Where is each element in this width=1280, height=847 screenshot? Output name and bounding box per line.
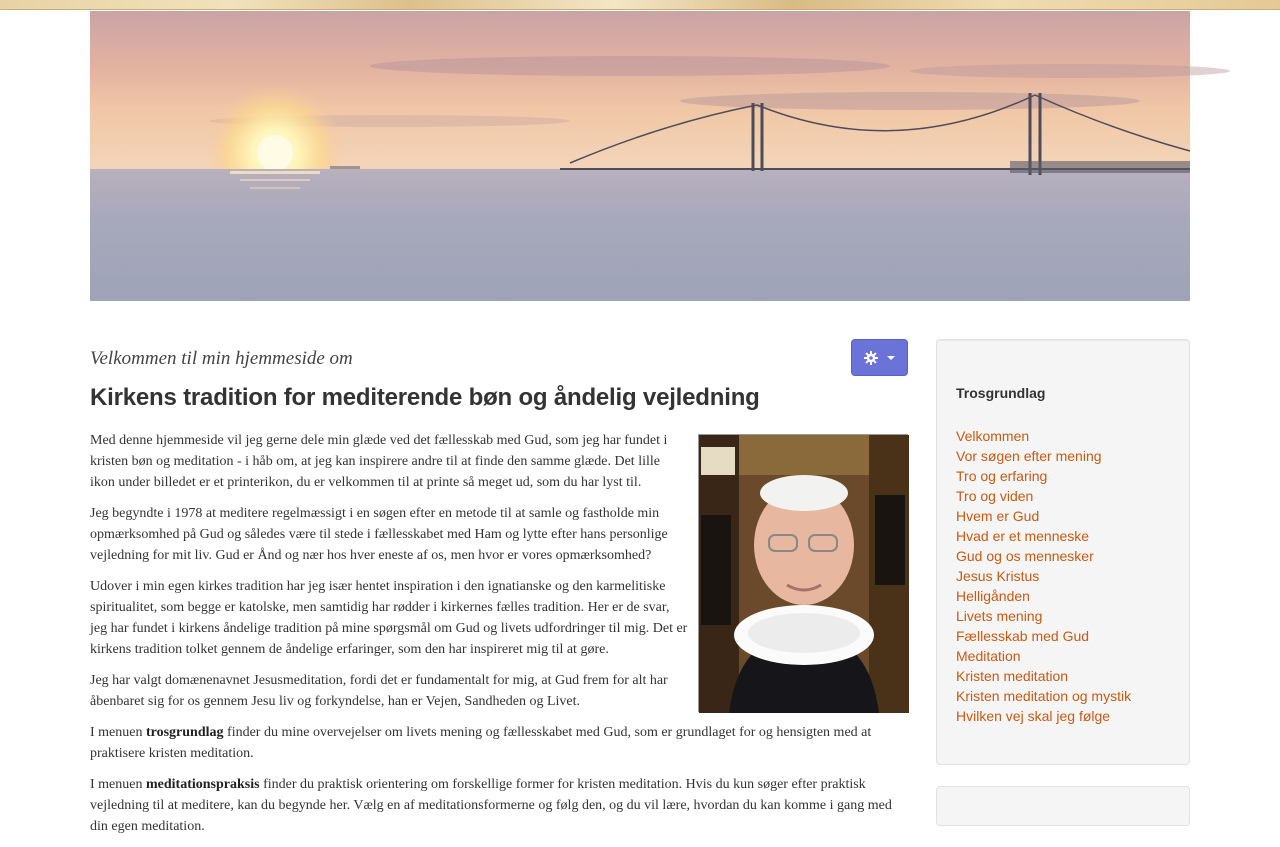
sidebar-item: [956, 706, 1131, 726]
sunset-bridge-photo: [90, 11, 1190, 301]
sidebar-heading: Trosgrundlag: [956, 385, 1046, 401]
page-title: Kirkens tradition for mediterende bøn og åndelig vejledning: [90, 384, 760, 411]
sidebar-link-tro-og-erfaring[interactable]: Tro og erfaring: [956, 468, 1048, 484]
sidebar-link-helligaanden[interactable]: Helligånden: [956, 588, 1030, 604]
sidebar-secondary-panel: [936, 786, 1190, 826]
page-subtitle: Velkommen til min hjemmeside om: [90, 348, 353, 369]
tools-dropdown-button[interactable]: [851, 339, 908, 376]
sidebar-link-kristen-meditation[interactable]: Kristen meditation: [956, 668, 1069, 684]
sidebar-link-hvem-er-gud[interactable]: Hvem er Gud: [956, 508, 1040, 524]
sidebar-item: [956, 526, 1131, 546]
sidebar-item: [956, 646, 1131, 666]
sidebar-menu: [936, 339, 1190, 765]
sidebar-item: [956, 666, 1131, 686]
sidebar-item: [956, 486, 1131, 506]
sidebar-link-vor-soegen[interactable]: Vor søgen efter mening: [956, 448, 1102, 464]
top-decorative-strip: [0, 0, 1280, 10]
header-banner-image: [90, 11, 1190, 301]
sidebar-link-meditation[interactable]: Meditation: [956, 648, 1021, 664]
sidebar-link-livets-mening[interactable]: Livets mening: [956, 608, 1043, 624]
tradition-paragraph: Udover i min egen kirkes tradition har jeg især hentet inspiration i den ignatianske og den karmelitiske spiritualitet, som begge er katolske, men samtidig har rødder i kirkernes fælles tradition. Her er de svar, jeg har fundet i kirkens åndelige tradition på mine spørgsmål om Gud og livets udfordringer til mig. Det er kirkens tradition tolket gennem de åndelige erfaringer, som den har inspireret mig til at gøre.: [90, 579, 688, 657]
cog-icon: [864, 351, 878, 365]
chevron-down-icon: [887, 356, 895, 360]
sidebar-item: [956, 426, 1131, 446]
trosgrundlag-paragraph: I menuen trosgrundlag finder du mine overvejelser om livets mening og fællesskabet med Gud, som er grundlaget for og hensigten med at praktisere kristen meditation.: [90, 725, 872, 761]
sidebar-link-tro-og-viden[interactable]: Tro og viden: [956, 488, 1034, 504]
sidebar-item: [956, 586, 1131, 606]
sidebar-item: [956, 686, 1131, 706]
sidebar-link-gud-og-os[interactable]: Gud og os mennesker: [956, 548, 1094, 564]
sidebar-link-faellesskab[interactable]: Fællesskab med Gud: [956, 628, 1090, 644]
sidebar-item: [956, 546, 1131, 566]
sidebar-item: [956, 446, 1131, 466]
sidebar-item: [956, 466, 1131, 486]
history-paragraph: Jeg begyndte i 1978 at meditere regelmæssigt i en søgen efter en metode til at samle og fastholde min opmærksomhed på Gud og således være til stede i fællesskabet med Ham og lytte efter hans personlige vejledning for mit liv. Gud er Ånd og nær hos hver eneste af os, men hvor er vores opmærksomhed?: [90, 506, 668, 563]
article-body: [90, 430, 908, 847]
meditationspraksis-paragraph: I menuen meditationspraksis finder du praktisk orientering om forskellige former for kristen meditation. Hvis du kun søger efter praktisk vejledning til at meditere, kan du begynde her. Vælg en af meditationsformerne og følg den, og du vil lære, hvordan du kan komme i gang med din egen meditation.: [90, 777, 892, 834]
sidebar-nav: [956, 426, 1131, 726]
sidebar-link-hvad-er-et-menneske[interactable]: Hvad er et menneske: [956, 528, 1090, 544]
sidebar-link-meditation-og-mystik[interactable]: Kristen meditation og mystik: [956, 688, 1132, 704]
pastor-portrait-photo: [699, 435, 909, 713]
trosgrundlag-term: trosgrundlag: [145, 725, 224, 740]
intro-paragraph: Med denne hjemmeside vil jeg gerne dele min glæde ved det fællesskab med Gud, som jeg har fundet i kristen bøn og meditation - i håb om, at jeg kan inspirere andre til at finde den samme glæde. Det lille ikon under billedet er et printerikon, du er velkommen til at printe så meget ud, som du har lyst til.: [90, 433, 668, 490]
portrait-image: [698, 434, 908, 712]
sidebar-link-velkommen[interactable]: Velkommen: [956, 428, 1030, 444]
sidebar-link-hvilken-vej[interactable]: Hvilken vej skal jeg følge: [956, 708, 1111, 724]
meditationspraksis-term: meditationspraksis: [145, 777, 260, 792]
sidebar-item: [956, 566, 1131, 586]
sidebar-item: [956, 626, 1131, 646]
sidebar-link-jesus-kristus[interactable]: Jesus Kristus: [956, 568, 1040, 584]
sidebar-item: [956, 606, 1131, 626]
domain-paragraph: Jeg har valgt domænenavnet Jesusmeditation, fordi det er fundamentalt for mig, at Gud frem for alt har åbenbaret sig for os gennem Jesu liv og forkyndelse, han er Vejen, Sandheden og Livet.: [90, 673, 668, 709]
sidebar-item: [956, 506, 1131, 526]
